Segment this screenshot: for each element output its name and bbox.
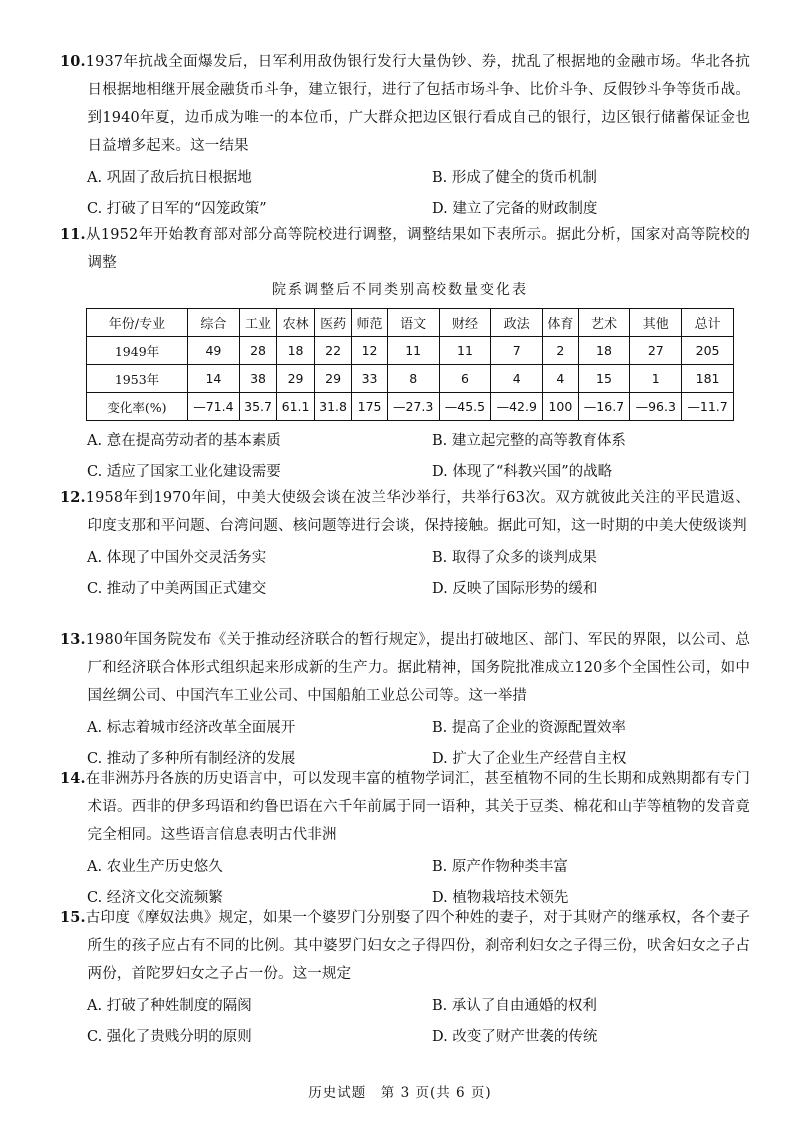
question-stem [60, 626, 750, 710]
question-stem [60, 904, 750, 988]
question-number: 11. [60, 226, 86, 243]
question-stem [60, 484, 750, 540]
table-cell: 14 [188, 365, 240, 393]
option-b: B. 原产作物种类丰富 [432, 858, 568, 875]
option-b: B. 承认了自由通婚的权利 [432, 997, 597, 1014]
table-header-cell: 农林 [277, 309, 315, 337]
option-c: C. 适应了国家工业化建设需要 [87, 463, 281, 480]
table-cell: 27 [630, 337, 682, 365]
table-cell: 1 [630, 365, 682, 393]
option-a: A. 巩固了敌后抗日根据地 [87, 169, 252, 186]
table-cell: 38 [239, 365, 277, 393]
table-cell: 6 [439, 365, 491, 393]
table-cell: 18 [277, 337, 315, 365]
option-d: D. 植物栽培技术领先 [432, 889, 569, 906]
question-number: 15. [60, 909, 86, 926]
table-cell: —96.3 [630, 393, 682, 421]
table-cell: 4 [491, 365, 543, 393]
question-stem [60, 221, 750, 277]
table-cell: 1953年 [87, 365, 188, 393]
table-cell: 11 [387, 337, 439, 365]
question-10 [60, 48, 750, 224]
table-cell: 175 [352, 393, 387, 421]
table-header-cell: 工业 [239, 309, 277, 337]
question-stem [60, 765, 750, 849]
question-text: 1980年国务院发布《关于推动经济联合的暂行规定》，提出打破地区、部门、军民的界限，以公司、总厂和经济联合体形式组织起来形成新的生产力。据此精神，国务院批准成立120多个全国性公司，如中国丝绸公司、中国汽车工业公司、中国船舶工业总公司等。这一举措 [85, 632, 750, 704]
table-cell: 29 [314, 365, 352, 393]
table-cell: 1949年 [87, 337, 188, 365]
option-a: A. 意在提高劳动者的基本素质 [87, 432, 281, 449]
table-row [87, 393, 734, 421]
table-cell: 205 [682, 337, 734, 365]
table-cell: —45.5 [439, 393, 491, 421]
table-header-cell: 财经 [439, 309, 491, 337]
table-cell: 12 [352, 337, 387, 365]
option-c: C. 强化了贵贱分明的原则 [87, 1028, 252, 1045]
table-cell: 100 [543, 393, 578, 421]
question-stem [60, 48, 750, 160]
table-header-row [87, 309, 734, 337]
question-text: 从1952年开始教育部对部分高等院校进行调整，调整结果如下表所示。据此分析，国家对高等院校的调整 [85, 227, 750, 271]
option-a: A. 打破了种姓制度的隔阂 [87, 997, 252, 1014]
table-cell: 11 [439, 337, 491, 365]
table-cell: 18 [578, 337, 630, 365]
table-cell: 8 [387, 365, 439, 393]
table-cell: 28 [239, 337, 277, 365]
question-number: 12. [60, 489, 86, 506]
options [60, 990, 750, 1052]
table-cell: 61.1 [277, 393, 315, 421]
options [60, 542, 750, 604]
options [60, 425, 750, 487]
table-header-cell: 师范 [352, 309, 387, 337]
table-cell: 29 [277, 365, 315, 393]
question-text: 古印度《摩奴法典》规定，如果一个婆罗门分别娶了四个种姓的妻子，对于其财产的继承权，各个妻子所生的孩子应占有不同的比例。其中婆罗门妇女之子得四份，刹帝利妇女之子得三份，吠舍妇女之子占两份，首陀罗妇女之子占一份。这一规定 [85, 910, 750, 982]
table-header-cell: 政法 [491, 309, 543, 337]
table-header-cell: 年份/专业 [87, 309, 188, 337]
question-number: 14. [60, 770, 86, 787]
table-cell: —27.3 [387, 393, 439, 421]
table-cell: 7 [491, 337, 543, 365]
page-footer: 历史试题 第 3 页(共 6 页) [308, 1085, 492, 1101]
option-d: D. 体现了“科教兴国”的战略 [432, 463, 613, 480]
question-text: 1958年到1970年间，中美大使级会谈在波兰华沙举行，共举行63次。双方就彼此关注的平民遣返、印度支那和平问题、台湾问题、核问题等进行会谈，保持接触。据此可知，这一时期的中美大使级谈判 [85, 490, 750, 534]
option-d: D. 改变了财产世袭的传统 [432, 1028, 598, 1045]
option-a: A. 标志着城市经济改革全面展开 [87, 719, 296, 736]
option-b: B. 建立起完整的高等教育体系 [432, 432, 626, 449]
question-14 [60, 765, 750, 913]
table-cell: 4 [543, 365, 578, 393]
question-12 [60, 484, 750, 604]
table-header-cell: 语文 [387, 309, 439, 337]
table-row [87, 365, 734, 393]
question-number: 13. [60, 631, 86, 648]
table-cell: 35.7 [239, 393, 277, 421]
table-cell: 15 [578, 365, 630, 393]
option-c: C. 推动了多种所有制经济的发展 [87, 750, 296, 767]
option-a: A. 农业生产历史悠久 [87, 858, 223, 875]
table-header-cell: 其他 [630, 309, 682, 337]
table-header-cell: 艺术 [578, 309, 630, 337]
statistics-table [86, 308, 734, 421]
table-cell: —42.9 [491, 393, 543, 421]
option-c: C. 打破了日军的“囚笼政策” [87, 200, 267, 217]
question-11-options [60, 423, 750, 487]
option-d: D. 建立了完备的财政制度 [432, 200, 598, 217]
question-15 [60, 904, 750, 1052]
options [60, 162, 750, 224]
table-row [87, 337, 734, 365]
table-header-cell: 总计 [682, 309, 734, 337]
table-cell: 变化率(%) [87, 393, 188, 421]
option-d: D. 扩大了企业生产经营自主权 [432, 750, 627, 767]
table-header-cell: 体育 [543, 309, 578, 337]
table-cell: —16.7 [578, 393, 630, 421]
table-cell: 181 [682, 365, 734, 393]
table-caption: 院系调整后不同类别高校数量变化表 [272, 282, 528, 298]
option-b: B. 形成了健全的货币机制 [432, 169, 597, 186]
table-header-cell: 医药 [314, 309, 352, 337]
option-b: B. 提高了企业的资源配置效率 [432, 719, 626, 736]
option-c: C. 经济文化交流频繁 [87, 889, 223, 906]
table-cell: —71.4 [188, 393, 240, 421]
question-text: 1937年抗战全面爆发后，日军利用敌伪银行发行大量伪钞、券，扰乱了根据地的金融市场。华北各抗日根据地相继开展金融货币斗争，建立银行，进行了包括市场斗争、比价斗争、反假钞斗争等货币战。到1940年夏，边币成为唯一的本位币，广大群众把边区银行看成自己的银行，边区银行储蓄保证金也日益增多起来。这一结果 [85, 54, 750, 154]
option-b: B. 取得了众多的谈判成果 [432, 549, 597, 566]
table-cell: —11.7 [682, 393, 734, 421]
option-d: D. 反映了国际形势的缓和 [432, 580, 598, 597]
table-cell: 33 [352, 365, 387, 393]
option-a: A. 体现了中国外交灵活务实 [87, 549, 267, 566]
question-11 [60, 221, 750, 277]
option-c: C. 推动了中美两国正式建交 [87, 580, 267, 597]
table-cell: 49 [188, 337, 240, 365]
question-13 [60, 626, 750, 774]
table-header-cell: 综合 [188, 309, 240, 337]
question-text: 在非洲苏丹各族的历史语言中，可以发现丰富的植物学词汇，甚至植物不同的生长期和成熟期都有专门术语。西非的伊多玛语和约鲁巴语在六千年前属于同一语种，其关于豆类、棉花和山芋等植物的发音竟完全相同。这些语言信息表明古代非洲 [85, 771, 750, 843]
table-cell: 2 [543, 337, 578, 365]
table-cell: 22 [314, 337, 352, 365]
question-number: 10. [60, 53, 86, 70]
table-cell: 31.8 [314, 393, 352, 421]
